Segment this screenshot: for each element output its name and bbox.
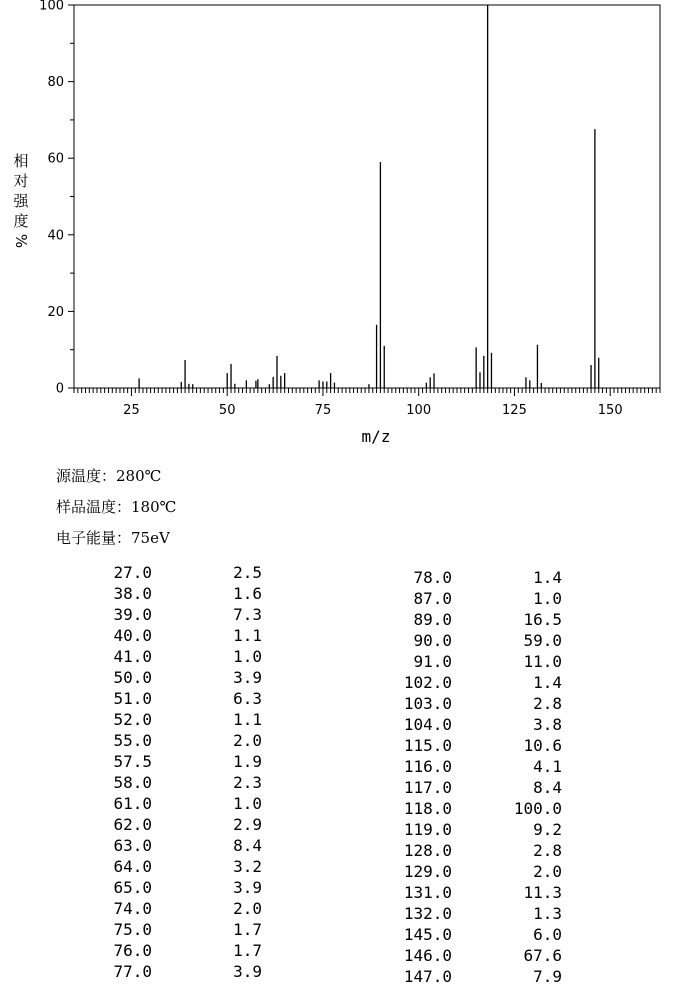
intensity-value: 8.4	[233, 836, 262, 855]
mz-value: 89.0	[413, 610, 452, 629]
intensity-value: 1.9	[233, 752, 262, 771]
intensity-value: 7.9	[533, 967, 562, 986]
mz-value: 147.0	[403, 967, 452, 986]
mz-value: 145.0	[403, 925, 452, 944]
mz-value: 57.5	[113, 752, 152, 771]
mz-value: 27.0	[113, 563, 152, 582]
condition-label: 电子能量：	[56, 529, 132, 547]
mz-value: 51.0	[113, 689, 152, 708]
y-tick-label: 80	[47, 75, 64, 91]
y-axis-label-char: 相	[13, 152, 29, 170]
intensity-value: 16.5	[523, 610, 562, 629]
intensity-value: 3.8	[533, 715, 562, 734]
intensity-value: 3.2	[233, 857, 262, 876]
intensity-value: 3.9	[233, 962, 262, 981]
intensity-value: 1.1	[233, 626, 262, 645]
mz-value: 41.0	[113, 647, 152, 666]
intensity-value: 67.6	[523, 946, 562, 965]
axis-ticks	[39, 0, 660, 418]
intensity-value: 11.0	[523, 652, 562, 671]
intensity-value: 2.0	[233, 731, 262, 750]
mz-value: 64.0	[113, 857, 152, 876]
condition-value: 180℃	[131, 498, 177, 516]
mz-value: 116.0	[403, 757, 452, 776]
mz-value: 39.0	[113, 605, 152, 624]
intensity-value: 2.5	[233, 563, 262, 582]
intensity-value: 2.8	[533, 841, 562, 860]
mz-value: 103.0	[403, 694, 452, 713]
condition-label: 源温度：	[56, 467, 117, 485]
y-axis-label-char: 强	[13, 192, 29, 210]
intensity-value: 7.3	[233, 605, 262, 624]
intensity-value: 1.7	[233, 920, 262, 939]
intensity-value: 1.0	[533, 589, 562, 608]
y-tick-label: 0	[55, 381, 64, 397]
intensity-value: 6.0	[533, 925, 562, 944]
y-tick-label: 20	[47, 304, 64, 320]
mass-spectrum-chart	[0, 0, 680, 455]
intensity-value: 2.8	[533, 694, 562, 713]
mz-value: 50.0	[113, 668, 152, 687]
plot-border	[74, 5, 660, 388]
x-axis-label: m/z	[361, 427, 391, 446]
mz-value: 65.0	[113, 878, 152, 897]
mz-value: 146.0	[403, 946, 452, 965]
mz-value: 129.0	[403, 862, 452, 881]
mz-value: 128.0	[403, 841, 452, 860]
mz-value: 131.0	[403, 883, 452, 902]
spectrum-peaks	[139, 5, 599, 388]
intensity-value: 11.3	[523, 883, 562, 902]
condition-line	[56, 465, 161, 486]
y-tick-label: 40	[47, 228, 64, 244]
mz-value: 40.0	[113, 626, 152, 645]
condition-label: 样品温度：	[56, 498, 132, 516]
condition-line	[56, 527, 170, 548]
intensity-value: 1.0	[233, 794, 262, 813]
mz-value: 78.0	[413, 568, 452, 587]
intensity-value: 59.0	[523, 631, 562, 650]
intensity-value: 10.6	[523, 736, 562, 755]
x-tick-label: 150	[597, 403, 623, 418]
mz-value: 77.0	[113, 962, 152, 981]
x-tick-label: 125	[502, 403, 527, 418]
mz-value: 55.0	[113, 731, 152, 750]
y-tick-label: 100	[39, 0, 64, 14]
intensity-value: 1.6	[233, 584, 262, 603]
intensity-value: 6.3	[233, 689, 262, 708]
mz-value: 52.0	[113, 710, 152, 729]
mz-value: 102.0	[403, 673, 452, 692]
intensity-value: 2.0	[233, 899, 262, 918]
x-tick-label: 100	[406, 403, 432, 418]
mz-value: 61.0	[113, 794, 152, 813]
mz-value: 118.0	[403, 799, 452, 818]
intensity-value: 8.4	[533, 778, 562, 797]
mz-value: 90.0	[413, 631, 452, 650]
intensity-value: 1.0	[233, 647, 262, 666]
mz-value: 132.0	[403, 904, 452, 923]
condition-value: 75eV	[131, 529, 170, 547]
mz-value: 76.0	[113, 941, 152, 960]
mz-value: 63.0	[113, 836, 152, 855]
intensity-value: 3.9	[233, 668, 262, 687]
mz-value: 115.0	[403, 736, 452, 755]
intensity-value: 1.3	[533, 904, 562, 923]
mz-value: 74.0	[113, 899, 152, 918]
mz-value: 87.0	[413, 589, 452, 608]
intensity-value: 1.7	[233, 941, 262, 960]
condition-line	[56, 496, 176, 517]
x-tick-label: 25	[123, 403, 140, 418]
mz-value: 62.0	[113, 815, 152, 834]
mz-value: 119.0	[403, 820, 452, 839]
intensity-value: 2.3	[233, 773, 262, 792]
y-axis-label-char: 度	[13, 212, 29, 230]
y-axis-label-char: 对	[13, 172, 29, 190]
condition-value: 280℃	[116, 467, 162, 485]
intensity-value: 2.0	[533, 862, 562, 881]
intensity-value: 2.9	[233, 815, 262, 834]
intensity-value: 3.9	[233, 878, 262, 897]
x-tick-label: 50	[218, 403, 236, 418]
mz-value: 104.0	[403, 715, 452, 734]
mz-value: 91.0	[413, 652, 452, 671]
y-axis-label	[12, 152, 30, 248]
mz-value: 117.0	[403, 778, 452, 797]
mz-value: 75.0	[113, 920, 152, 939]
intensity-value: 1.4	[533, 568, 562, 587]
y-axis-label-char: %	[12, 233, 30, 249]
mz-value: 58.0	[113, 773, 152, 792]
mz-value: 38.0	[113, 584, 152, 603]
plot-frame	[74, 5, 660, 388]
intensity-value: 9.2	[533, 820, 562, 839]
intensity-value: 1.1	[233, 710, 262, 729]
intensity-value: 1.4	[533, 673, 562, 692]
x-tick-label: 75	[314, 403, 332, 418]
y-tick-label: 60	[47, 151, 64, 167]
intensity-value: 100.0	[513, 799, 562, 818]
intensity-value: 4.1	[533, 757, 562, 776]
